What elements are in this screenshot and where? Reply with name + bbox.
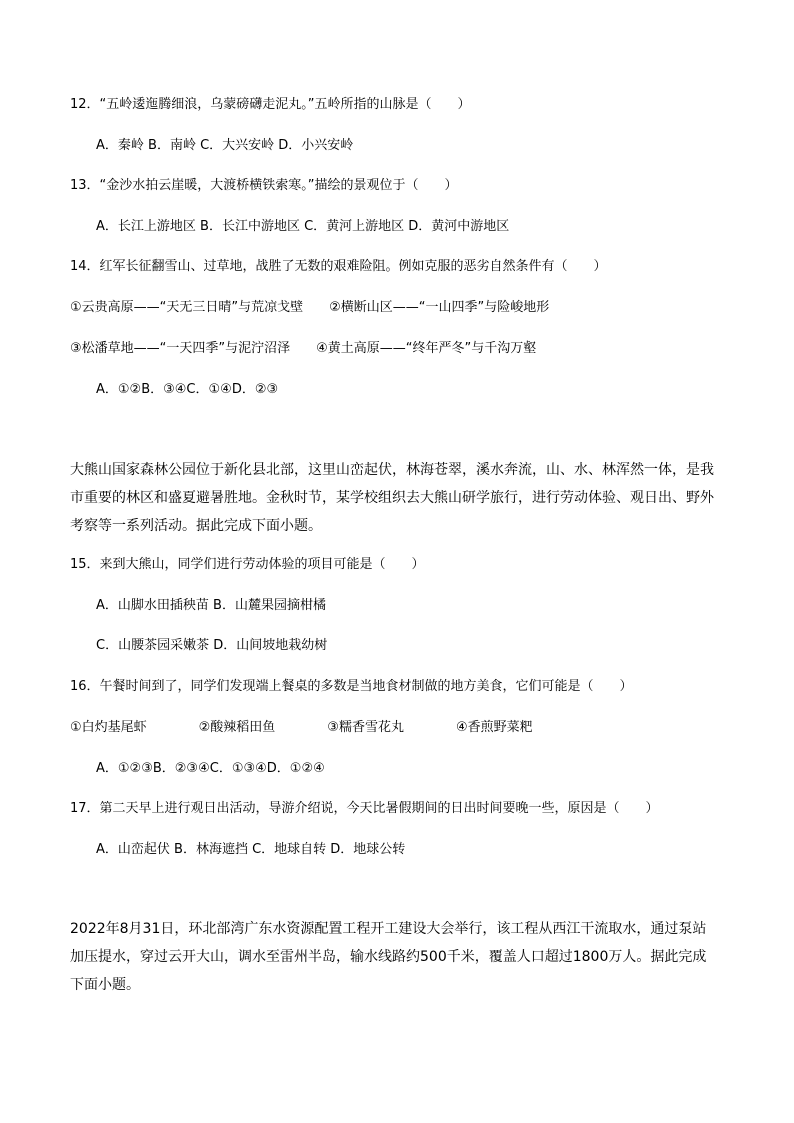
question-12-stem: 12．“五岭逶迤腾细浪，乌蒙磅礴走泥丸。”五岭所指的山脉是（ ） xyxy=(70,97,471,112)
question-13-options: A．长江上游地区 B．长江中游地区 C．黄河上游地区 D．黄河中游地区 xyxy=(96,219,510,234)
question-13-stem: 13．“金沙水拍云崖暖，大渡桥横铁索寒。”描绘的景观位于（ ） xyxy=(70,178,458,193)
passage-1-line-1: 大熊山国家森林公园位于新化县北部，这里山峦起伏，林海苍翠，溪水奔流，山、水、林浑然一体，是我 xyxy=(70,462,714,478)
question-16-options: A．①②③B．②③④C．①③④D．①②④ xyxy=(96,761,325,776)
question-16-items: ①白灼基尾虾 ②酸辣稻田鱼 ③糯香雪花丸 ④香煎野菜粑 xyxy=(70,720,533,735)
question-15-options-row-2: C．山腰茶园采嫩茶 D．山间坡地栽幼树 xyxy=(96,638,328,653)
question-15-stem: 15．来到大熊山，同学们进行劳动体验的项目可能是（ ） xyxy=(70,557,425,572)
question-17-stem: 17．第二天早上进行观日出活动，导游介绍说，今天比暑假期间的日出时间要晚一些，原因是（ ） xyxy=(70,801,659,816)
question-14-choice-line-2: ③松潘草地——“一天四季”与泥泞沼泽 ④黄土高原——“终年严冬”与千沟万壑 xyxy=(70,341,537,356)
question-16-stem: 16．午餐时间到了，同学们发现端上餐桌的多数是当地食材制做的地方美食，它们可能是（ ） xyxy=(70,679,633,694)
question-14-options: A．①②B．③④C．①④D．②③ xyxy=(96,382,279,397)
passage-2-line-1: 2022年8月31日，环北部湾广东水资源配置工程开工建设大会举行，该工程从西江干流取水，通过泵站 xyxy=(70,921,707,937)
question-14-choice-line-1: ①云贵高原——“天无三日晴”与荒凉戈壁 ②横断山区——“一山四季”与险峻地形 xyxy=(70,300,550,315)
passage-2-line-3: 下面小题。 xyxy=(70,977,140,993)
question-15-options-row-1: A．山脚水田插秧苗 B．山麓果园摘柑橘 xyxy=(96,598,326,613)
passage-1-line-2: 市重要的林区和盛夏避暑胜地。金秋时节，某学校组织去大熊山研学旅行，进行劳动体验、观日出、野外 xyxy=(70,490,714,506)
passage-1-line-3: 考察等一系列活动。据此完成下面小题。 xyxy=(70,518,322,534)
question-17-options: A．山峦起伏 B．林海遮挡 C．地球自转 D．地球公转 xyxy=(96,842,406,857)
question-12-options: A．秦岭 B．南岭 C．大兴安岭 D．小兴安岭 xyxy=(96,138,354,153)
passage-2-line-2: 加压提水，穿过云开大山，调水至雷州半岛，输水线路约500千米，覆盖人口超过1800万人。据此完成 xyxy=(70,949,707,965)
question-14-stem: 14．红军长征翻雪山、过草地，战胜了无数的艰难险阻。例如克服的恶劣自然条件有（ ） xyxy=(70,259,607,274)
